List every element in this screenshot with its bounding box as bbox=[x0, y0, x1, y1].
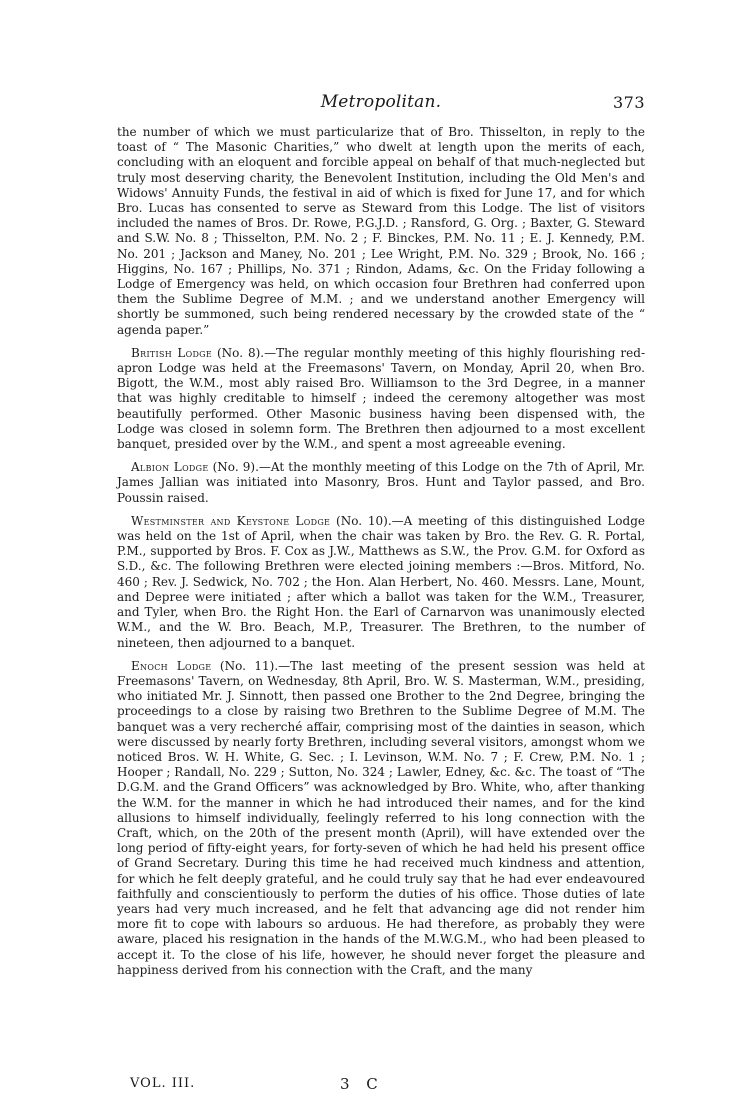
lodge-heading: Westminster and Keystone Lodge bbox=[131, 513, 331, 528]
paragraph-text: (No. 8).—The regular monthly meeting of this highly flourishing red-apron Lodge was held at the Freemasons' Tavern, on Monday, April 20, when Bro. Bigott, the W.M., most ably raised Bro. Williamson to the 3rd Degree, in a manner that was highly creditable to himself ; indeed the ceremony altogether was most beautifully performed. Other Masonic business having been dispensed with, the Lodge was closed in solemn form. The Brethren then adjourned to a most excellent banquet, presided over by the W.M., and spent a most agreeable evening. bbox=[117, 345, 646, 452]
paragraph-text: the number of which we must particularize that of Bro. Thisselton, in reply to the toast of “ The Masonic Charities,” who dwelt at length upon the merits of each, concluding with an eloquent and forcible appeal on behalf of that much-neglected but truly most deserving charity, the Benevolent Institution, including the Old Men's and Widows' Annuity Funds, the festival in aid of which is fixed for June 17, and for which Bro. Lucas has consented to serve as Steward from this Lodge. The list of visitors included the names of Bros. Dr. Rowe, P.G.J.D. ; Ransford, G. Org. ; Baxter, G. Steward and S.W. No. 8 ; Thisselton, P.M. No. 2 ; F. Binckes, P.M. No. 11 ; E. J. Kennedy, P.M. No. 201 ; Jackson and Maney, No. 201 ; Lee Wright, P.M. No. 329 ; Brook, No. 166 ; Higgins, No. 167 ; Phillips, No. 371 ; Rindon, Adams, &c. On the Friday following a Lodge of Emergency was held, on which occasion four Brethren had conferred upon them the Sublime Degree of M.M. ; and we understand another Emergency will shortly be summoned, such being rendered necessary by the crowded state of the “ agenda paper.” bbox=[117, 125, 645, 337]
page-number: 373 bbox=[612, 93, 645, 112]
lodge-heading: Enoch Lodge bbox=[131, 658, 212, 673]
paragraph-westminster-keystone-lodge bbox=[117, 514, 645, 651]
volume-label: VOL. III. bbox=[130, 1076, 196, 1091]
lodge-heading: British Lodge bbox=[131, 345, 213, 360]
article-body bbox=[117, 125, 645, 986]
paragraph-british-lodge bbox=[117, 346, 645, 452]
page-footer bbox=[130, 1076, 460, 1096]
paragraph-albion-lodge bbox=[117, 460, 645, 506]
lodge-heading: Albion Lodge bbox=[131, 460, 209, 475]
paragraph-text: (No. 9).—At the monthly meeting of this Lodge on the 7th of April, Mr. James Jallian was initiated into Masonry, Bros. Hunt and Taylor passed, and Bro. Poussin raised. bbox=[117, 460, 645, 505]
signature-mark: 3 C bbox=[340, 1075, 384, 1093]
running-header bbox=[117, 92, 645, 116]
paragraph-enoch-lodge bbox=[117, 659, 645, 978]
paragraph-text: (No. 10).—A meeting of this distinguished Lodge was held on the 1st of April, when the chair was taken by Bro. the Rev. G. R. Portal, P.M., supported by Bros. F. Cox as J.W., Matthews as S.W., the Prov. G.M. for Oxford as S.D., &c. The following Brethren were elected joining members :—Bros. Mitford, No. 460 ; Rev. J. Sedwick, No. 702 ; the Hon. Alan Herbert, No. 460. Messrs. Lane, Mount, and Depree were initiated ; after which a ballot was taken for the W.M., Treasurer, and Tyler, when Bro. the Right Hon. the Earl of Carnarvon was unanimously elected W.M., and the W. Bro. Beach, M.P., Treasurer. The Brethren, to the number of nineteen, then adjourned to a banquet. bbox=[117, 513, 645, 650]
paragraph-continuation bbox=[117, 125, 645, 338]
running-title: Metropolitan. bbox=[320, 92, 442, 112]
paragraph-text: (No. 11).—The last meeting of the present session was held at Freemasons' Tavern, on Wednesday, 8th April, Bro. W. S. Masterman, W.M., presiding, who initiated Mr. J. Sinnott, then passed one Brother to the 2nd Degree, bringing the proceedings to a close by raising two Brethren to the Sublime Degree of M.M. The banquet was a very recherché affair, comprising most of the dainties in season, which were discussed by nearly forty Brethren, including several visitors, amongst whom we noticed Bros. W. H. White, G. Sec. ; I. Levinson, W.M. No. 7 ; F. Crew, P.M. No. 1 ; Hooper ; Randall, No. 229 ; Sutton, No. 324 ; Lawler, Edney, &c. &c. The toast of “The D.G.M. and the Grand Officers” was acknowledged by Bro. White, who, after thanking the W.M. for the manner in which he had introduced their names, and for the kind allusions to himself individually, feelingly referred to his long connection with the Craft, which, on the 20th of the present month (April), will have extended over the long period of fifty-eight years, for forty-seven of which he had held his present office of Grand Secretary. During this time he had received much kindness and attention, for which he felt deeply grateful, and he could truly say that he had ever endeavoured faithfully and conscientiously to perform the duties of his office. Those duties of late years had very much increased, and he felt that advancing age did not render him more fit to cope with labours so arduous. He had therefore, as probably they were aware, placed his resignation in the hands of the M.W.G.M., who had been pleased to accept it. To the close of his life, however, he should never forget the pleasure and happiness derived from his connection with the Craft, and the many bbox=[117, 658, 646, 977]
